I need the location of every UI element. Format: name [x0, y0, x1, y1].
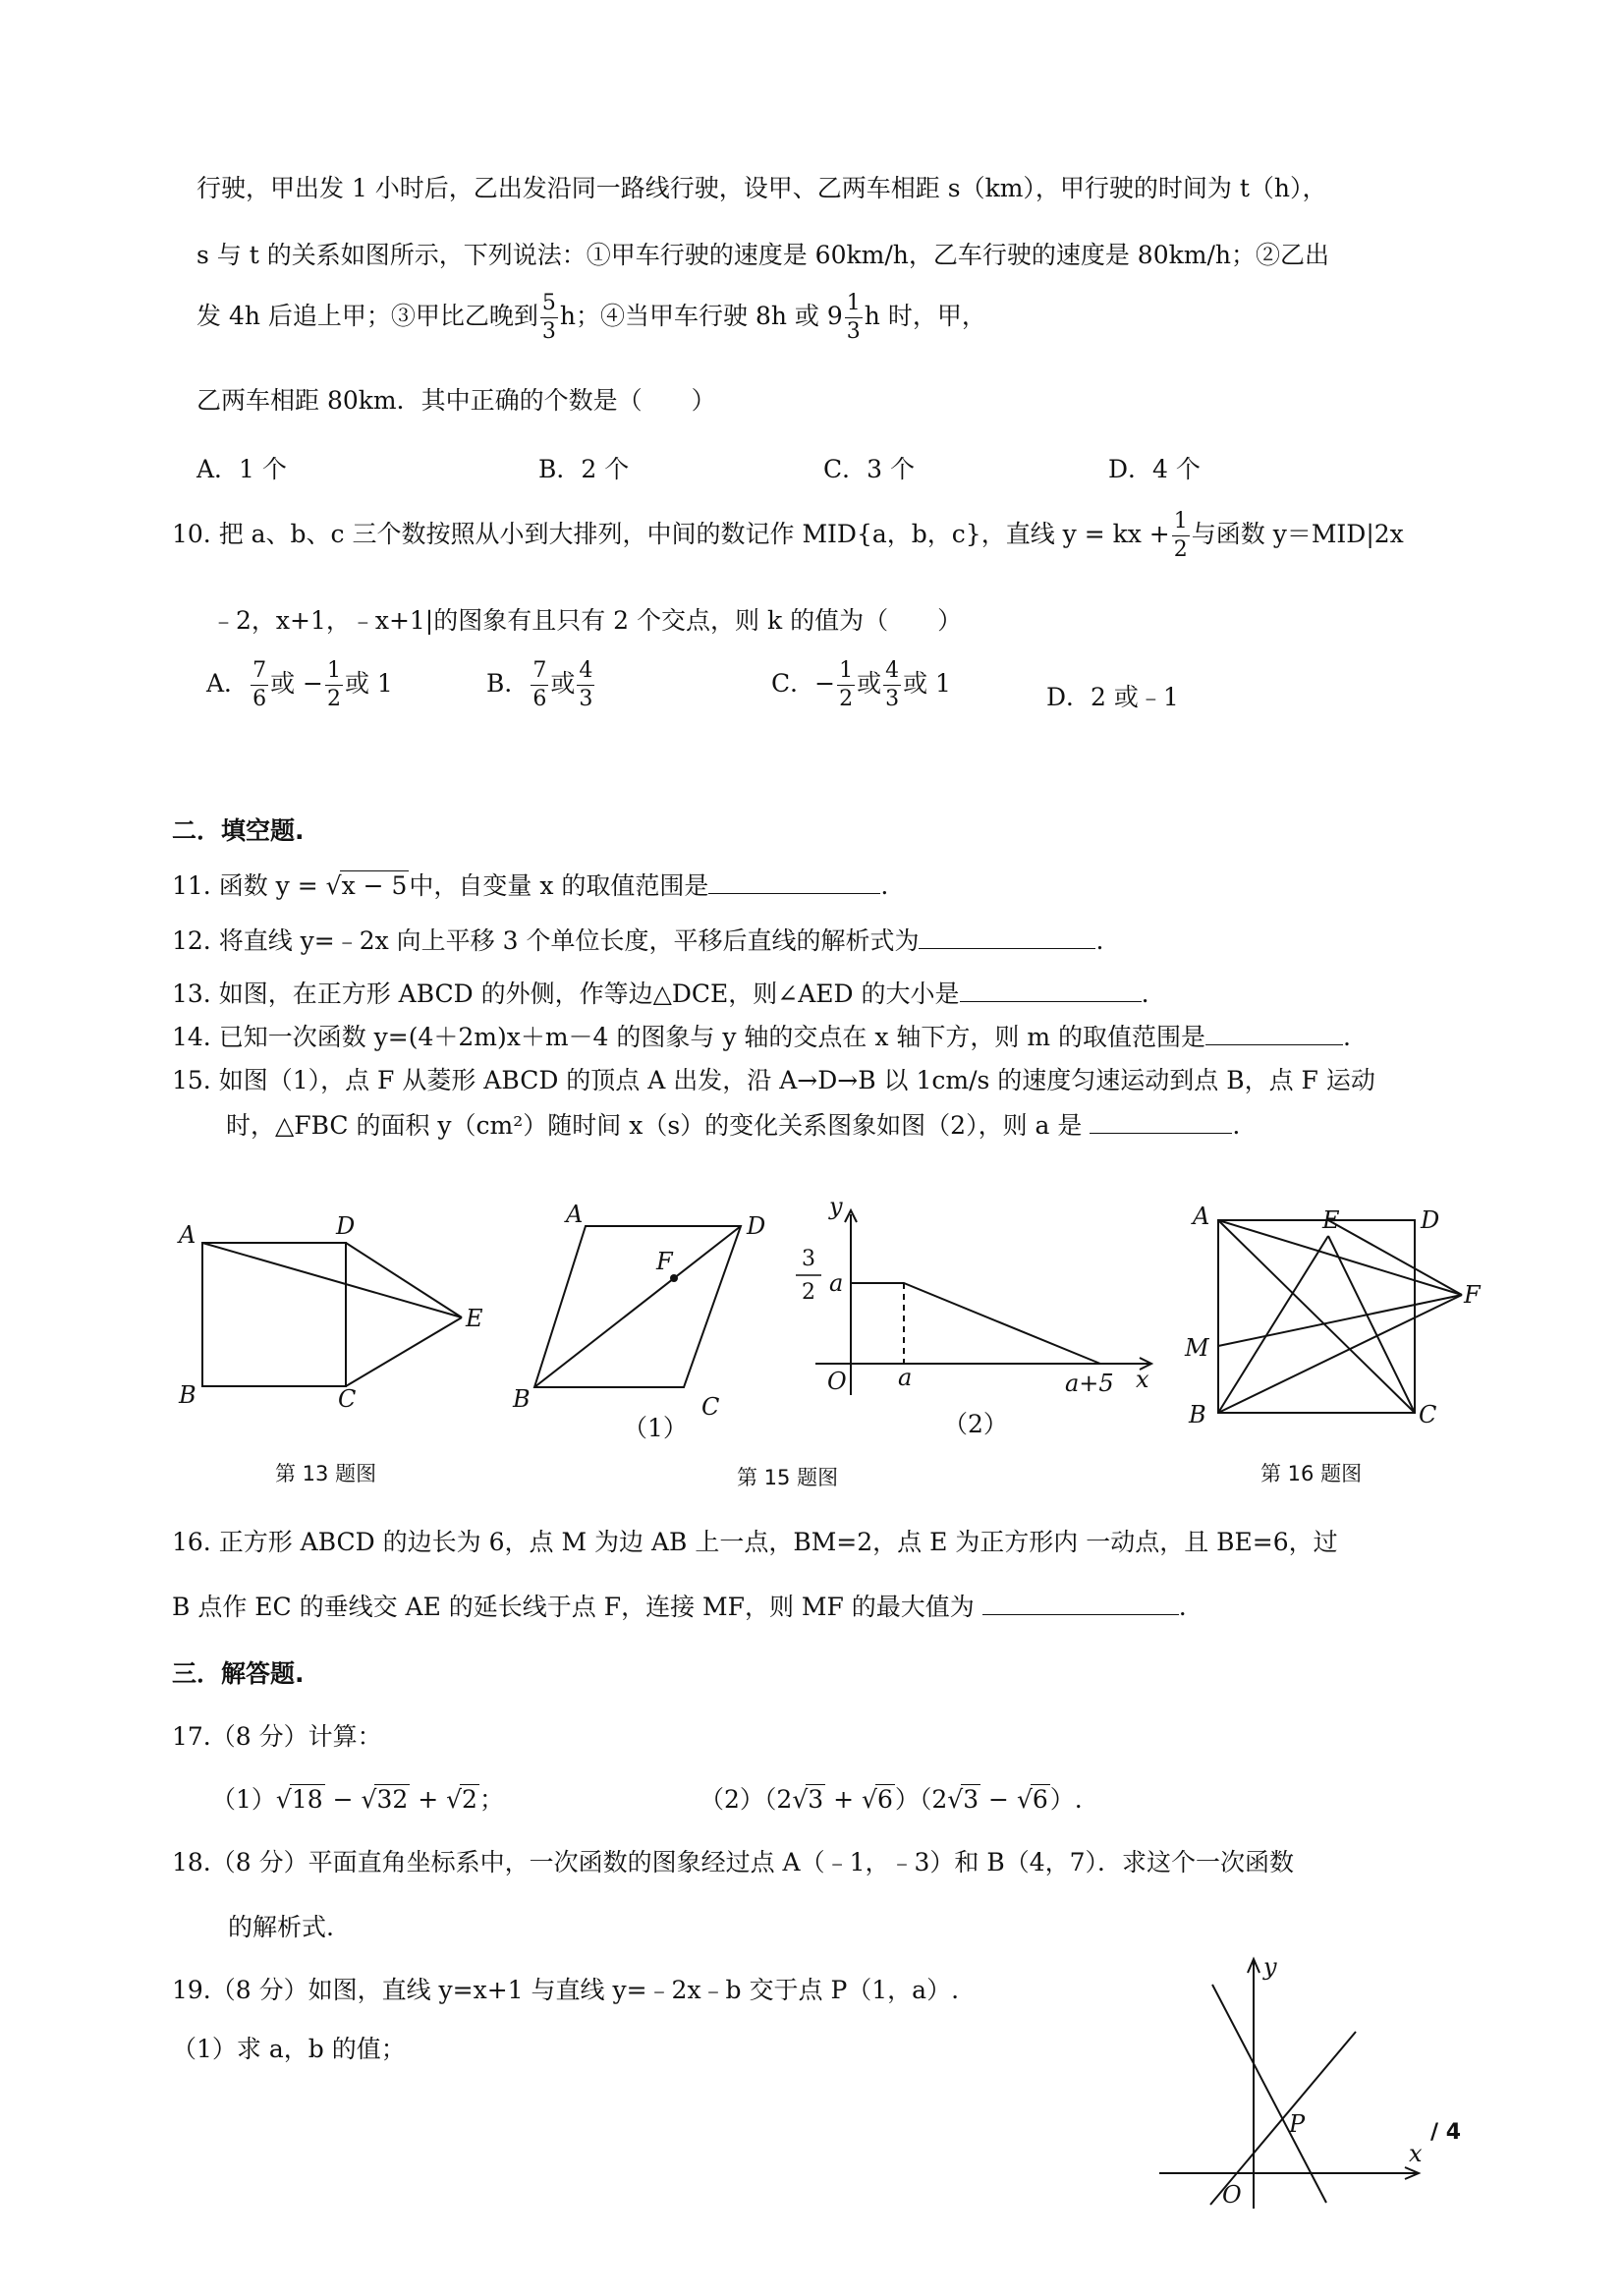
q9-line2: s 与 t 的关系如图所示，下列说法：①甲车行驶的速度是 60km/h，乙车行驶的速度是 80km/h；②乙出: [196, 241, 1329, 269]
q9-line3: 发 4h 后追上甲；③甲比乙晚到 $\frac{5}{3}$ h；④当甲车行驶 8h 或 9 $\frac{1}{3}$ h 时，甲，: [196, 291, 986, 344]
figure-15-2: [815, 1210, 1151, 1395]
fig15b-label-o: O: [827, 1368, 847, 1395]
fig15b-label-a-x: a: [898, 1364, 913, 1391]
q13: 13. 如图，在正方形 ABCD 的外侧，作等边△DCE，则∠AED 的大小是 .: [172, 980, 1149, 1008]
section-fill-in-heading: 二．填空题.: [172, 816, 305, 845]
fig13-label-a: A: [179, 1221, 196, 1249]
q9-line1: 行驶，甲出发 1 小时后，乙出发沿同一路线行驶，设甲、乙两车相距 s（km），甲行驶的时间为 t（h），: [196, 174, 1327, 202]
fig15a-label-c: C: [701, 1393, 720, 1421]
q17-part2: （2）（2√3 + √6）（2√3 − √6）.: [700, 1785, 1083, 1814]
fig15b-frac-den: 2: [802, 1280, 815, 1305]
figure-15-1: [534, 1226, 741, 1387]
subcaption-fig15-2: （2）: [943, 1410, 1008, 1438]
q10-option-a: A． $\frac{7}{6}$ 或 − $\frac{1}{2}$ 或 1: [206, 658, 393, 711]
figure-13: [202, 1243, 462, 1386]
q10-option-d: D．2 或﹣1: [1046, 683, 1179, 711]
subcaption-fig15-1: （1）: [623, 1414, 688, 1442]
q16-line2: B 点作 EC 的垂线交 AE 的延长线于点 F，连接 MF，则 MF 的最大值为 .: [172, 1593, 1187, 1621]
q10-option-c: C．− $\frac{1}{2}$ 或 $\frac{4}{3}$ 或 1: [771, 658, 951, 711]
fig19-label-p: P: [1289, 2110, 1306, 2138]
fig16-label-c: C: [1419, 1401, 1437, 1428]
q9-option-b: B．2 个: [538, 455, 630, 483]
answer-blank: [708, 873, 880, 894]
section-solution-heading: 三．解答题.: [172, 1659, 305, 1688]
fraction-1-2: $\frac{1}{2}$: [1173, 509, 1188, 562]
fraction-1-3: $\frac{1}{3}$: [846, 291, 861, 344]
answer-blank: [1205, 1025, 1343, 1045]
q16-line1: 16. 正方形 ABCD 的边长为 6，点 M 为边 AB 上一点，BM=2，点 E 为正方形内 一动点，且 BE=6，过: [172, 1528, 1338, 1556]
q15-line1: 15. 如图（1），点 F 从菱形 ABCD 的顶点 A 出发，沿 A→D→B 以 1cm/s 的速度匀速运动到点 B，点 F 运动: [172, 1066, 1375, 1094]
answer-blank: [982, 1595, 1179, 1615]
q9-line4: 乙两车相距 80km．其中正确的个数是（ ）: [196, 386, 716, 415]
q10-line1: 10. 把 a、b、c 三个数按照从小到大排列，中间的数记作 MID{a，b，c}，直线 y = kx + $\frac{1}{2}$ 与函数 y＝MID|2x: [172, 509, 1404, 562]
fig15b-label-a-y: a: [829, 1269, 844, 1297]
figure-16: [1218, 1220, 1462, 1413]
q9-option-d: D．4 个: [1108, 455, 1201, 483]
fig15b-label-y: y: [829, 1199, 843, 1220]
q19-line1: 19.（8 分）如图，直线 y=x+1 与直线 y=﹣2x﹣b 交于点 P（1，a）.: [172, 1976, 960, 2004]
q12: 12. 将直线 y=﹣2x 向上平移 3 个单位长度，平移后直线的解析式为 .: [172, 926, 1104, 955]
fig19-label-x: x: [1409, 2140, 1423, 2167]
q10-line2: ﹣2，x+1，﹣x+1|的图象有且只有 2 个交点，则 k 的值为（ ）: [211, 606, 963, 635]
fig13-label-c: C: [338, 1385, 357, 1413]
figure-19: [1149, 1945, 1444, 2220]
q14: 14. 已知一次函数 y=(4＋2m)x＋m－4 的图象与 y 轴的交点在 x 轴下方，则 m 的取值范围是 .: [172, 1023, 1351, 1051]
q18-line1: 18.（8 分）平面直角坐标系中，一次函数的图象经过点 A（﹣1，﹣3）和 B（4，7）．求这个一次函数: [172, 1848, 1295, 1876]
fig19-label-o: O: [1222, 2181, 1242, 2209]
answer-blank: [919, 928, 1095, 949]
fig19-label-y: y: [1263, 1953, 1277, 1981]
page-number: / 4: [1430, 2120, 1462, 2145]
q19-line2: （1）求 a，b 的值；: [172, 2035, 406, 2063]
fig16-label-f: F: [1464, 1281, 1481, 1309]
fig15b-label-x: x: [1136, 1366, 1149, 1393]
fig16-label-e: E: [1322, 1206, 1340, 1234]
caption-fig15: 第 15 题图: [737, 1466, 839, 1489]
fig15a-label-d: D: [747, 1212, 766, 1240]
fig15a-label-a: A: [566, 1201, 584, 1228]
fig15b-label-a5: a+5: [1065, 1370, 1114, 1397]
fig15a-label-f: F: [656, 1248, 673, 1275]
q9-option-c: C．3 个: [823, 455, 915, 483]
caption-fig13: 第 13 题图: [275, 1462, 377, 1485]
fig16-label-d: D: [1421, 1206, 1440, 1234]
q15-line2: 时，△FBC 的面积 y（cm²）随时间 x（s）的变化关系图象如图（2），则 a 是 .: [226, 1111, 1241, 1140]
answer-blank: [1090, 1113, 1232, 1134]
q9-option-a: A．1 个: [196, 455, 287, 483]
q17-part1: （1）√18 − √32 + √2；: [211, 1785, 504, 1814]
fig15b-frac-num: 3: [802, 1247, 815, 1271]
fig15-point-f: [670, 1274, 678, 1282]
q11: 11. 函数 y = √x − 5中，自变量 x 的取值范围是 .: [172, 871, 889, 900]
q10-option-b: B． $\frac{7}{6}$ 或 $\frac{4}{3}$: [486, 658, 593, 711]
fig16-label-m: M: [1185, 1334, 1209, 1362]
q18-line2: 的解析式.: [228, 1913, 334, 1941]
answer-blank: [960, 981, 1142, 1002]
fig16-label-a: A: [1193, 1203, 1210, 1230]
fraction-5-3: $\frac{5}{3}$: [541, 291, 556, 344]
fig13-label-b: B: [179, 1381, 196, 1409]
fig16-label-b: B: [1189, 1401, 1206, 1428]
q17-title: 17.（8 分）计算：: [172, 1722, 382, 1751]
fig15a-label-b: B: [513, 1385, 531, 1413]
caption-fig16: 第 16 题图: [1260, 1462, 1363, 1485]
fig13-label-d: D: [336, 1212, 356, 1240]
fig13-label-e: E: [466, 1305, 483, 1332]
